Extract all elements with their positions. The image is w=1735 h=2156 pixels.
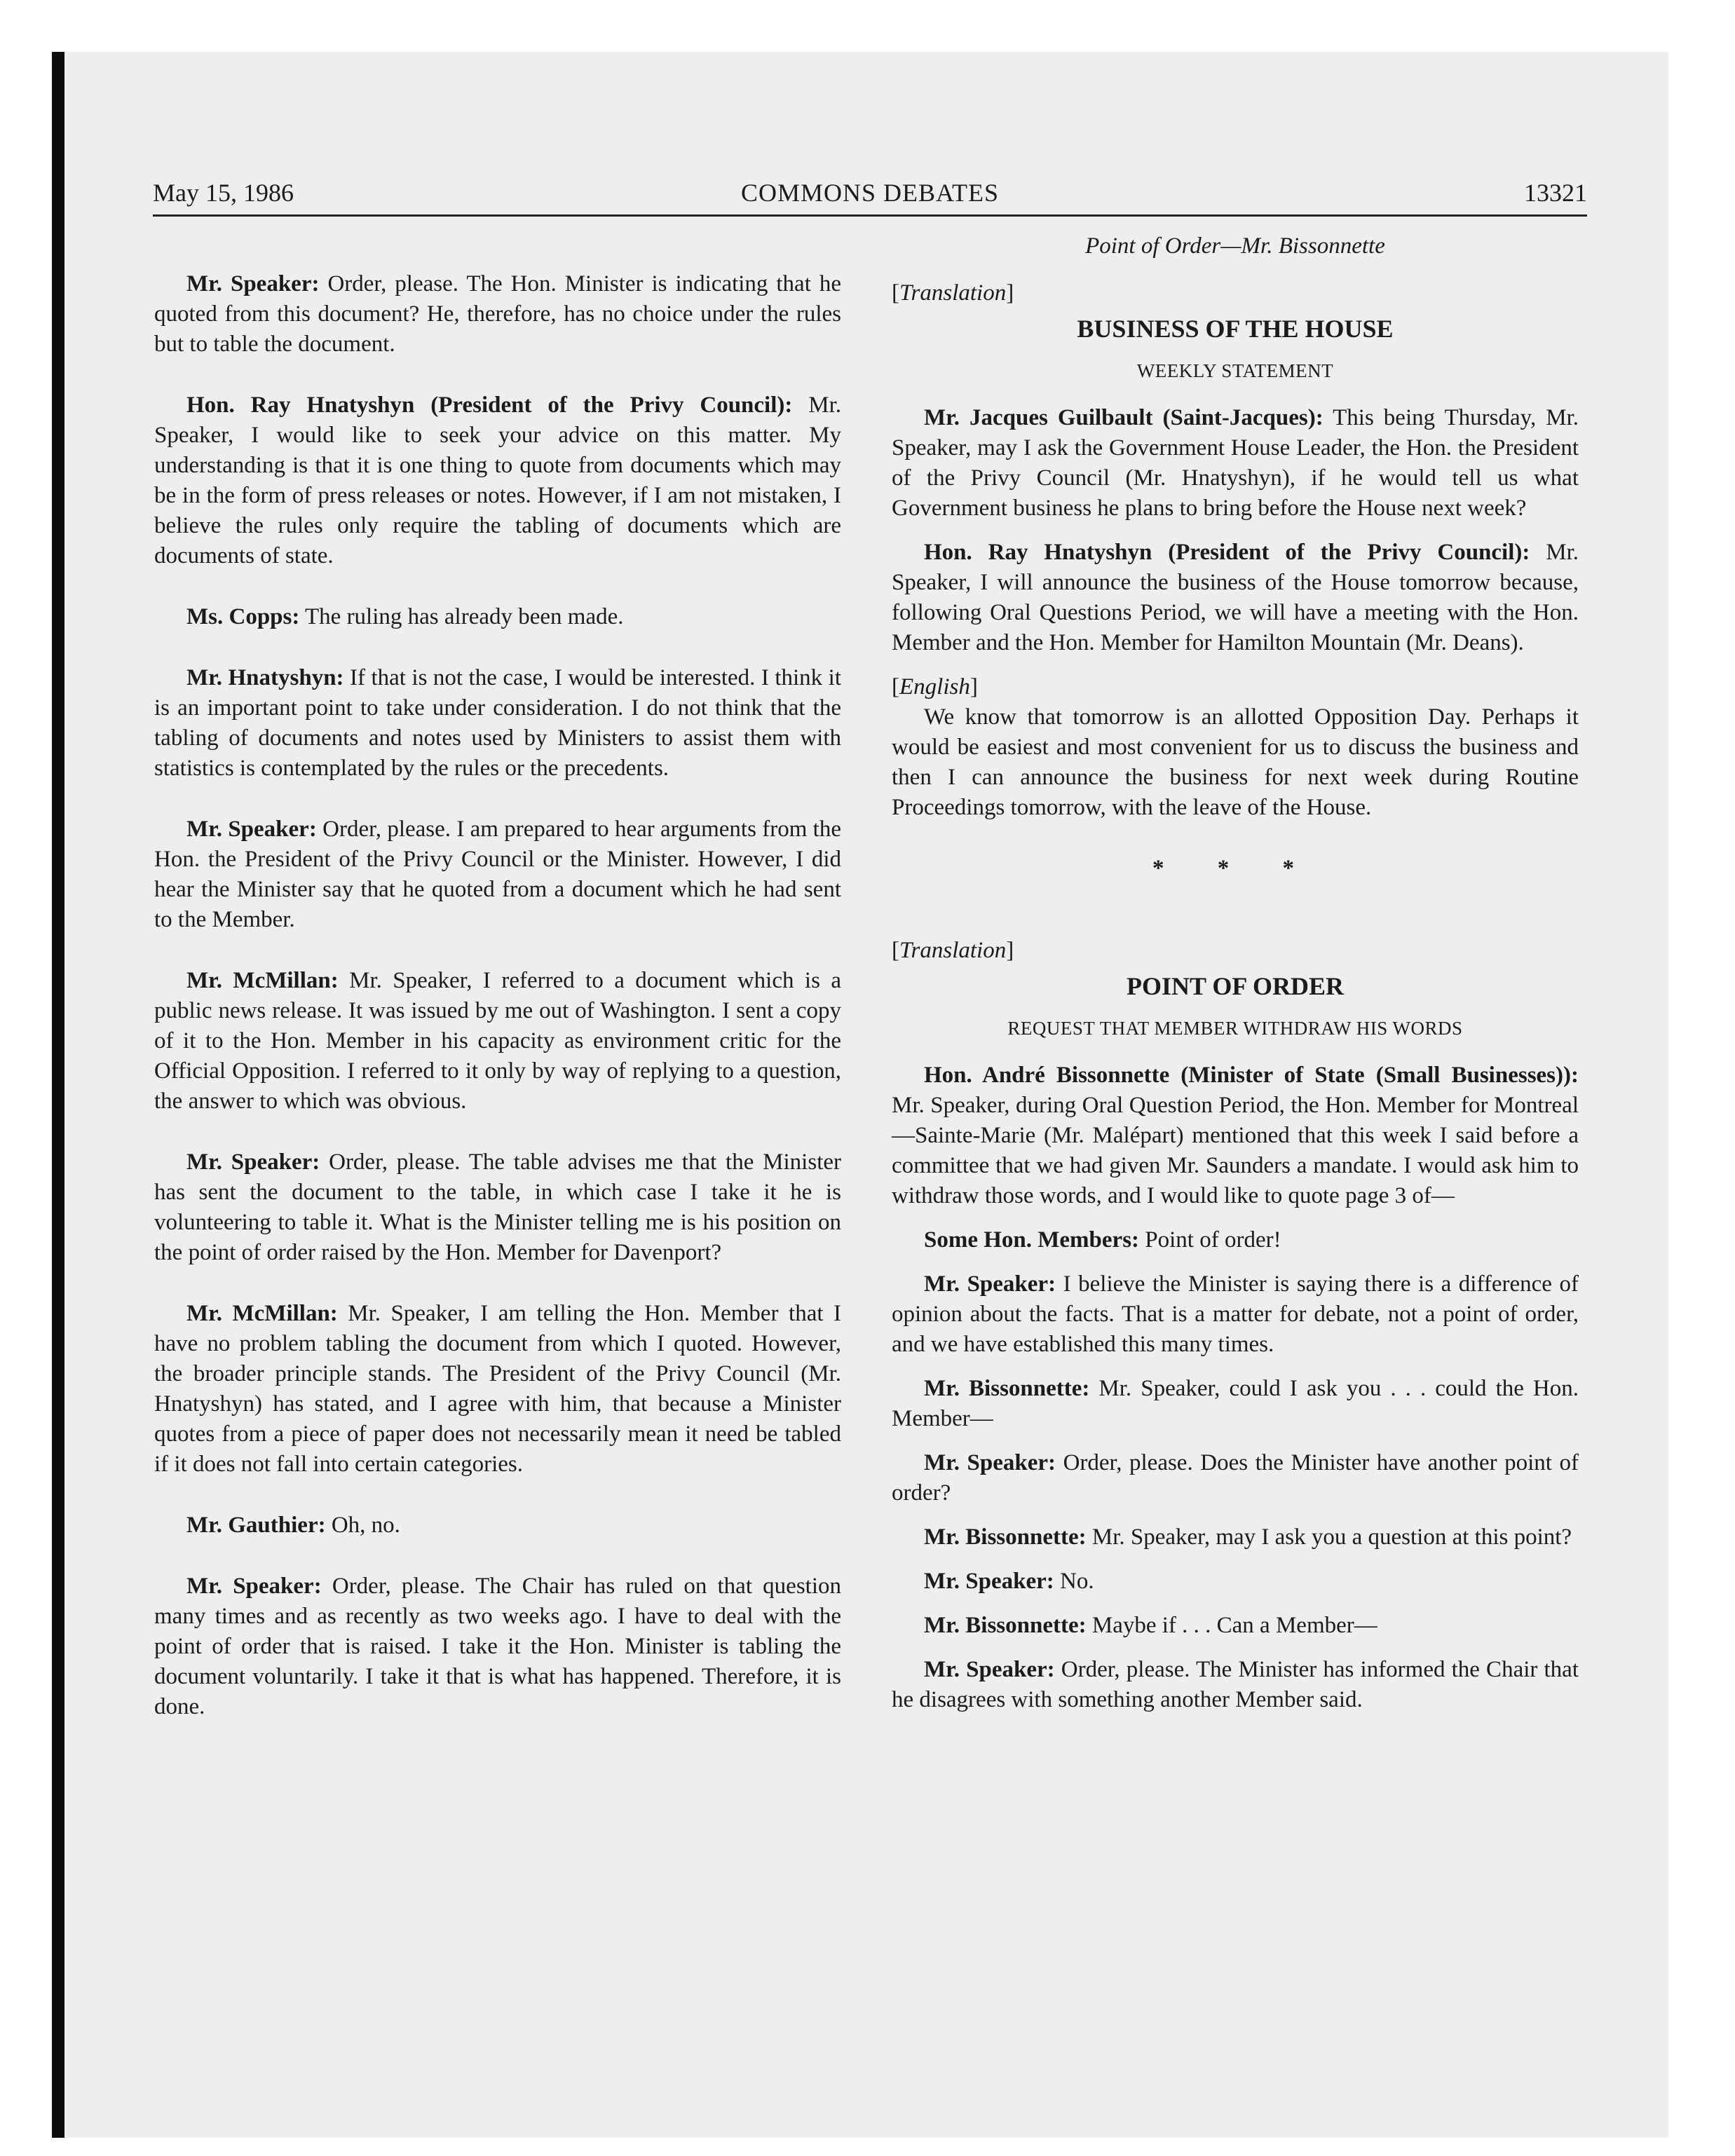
speech-paragraph: Mr. Speaker: I believe the Minister is saying there is a difference of opinion about the facts. That is a matter for debate, not a point of order, and we have established this many times. (892, 1271, 1579, 1357)
header-date: May 15, 1986 (153, 179, 294, 207)
running-head: Point of Order—Mr. Bissonnette (1085, 233, 1385, 259)
speech-paragraph: Mr. McMillan: Mr. Speaker, I am telling the Hon. Member that I have no problem tabling the document from which I quoted. However, the broader principle stands. The President of the Privy Council (Mr. Hnatyshyn) has stated, and I agree with him, that because a Minister quotes from a piece of paper does not necessarily mean it need be tabled if it does not fall into certain categories. (154, 1301, 841, 1477)
speech-paragraph: Mr. Speaker: No. (924, 1569, 1094, 1594)
speech-paragraph: Mr. Speaker: Order, please. The Minister has informed the Chair that he disagrees with something another Member said. (892, 1657, 1579, 1712)
english-label: [English] (892, 674, 978, 700)
right-column (892, 231, 1579, 1715)
speech-paragraph: Mr. Gauthier: Oh, no. (186, 1513, 400, 1538)
speech-paragraph: Mr. Bissonnette: Mr. Speaker, may I ask you a question at this point? (924, 1524, 1572, 1550)
speech-paragraph: Mr. Speaker: Order, please. The Hon. Minister is indicating that he quoted from this document? He, therefore, has no choice under the rules but to table the document. (154, 271, 841, 357)
speech-paragraph: Mr. Hnatyshyn: If that is not the case, I would be interested. I think it is an important point to take under consideration. I do not think that the tabling of documents and notes used by Ministers to assist them with statistics is contemplated by the rules or the precedents. (154, 665, 841, 781)
scan-edge (52, 52, 64, 2138)
translation-label: [Translation] (892, 938, 1014, 963)
speech-paragraph: Mr. Jacques Guilbault (Saint-Jacques): This being Thursday, Mr. Speaker, may I ask the Government House Leader, the Hon. the President of the Privy Council (Mr. Hnatyshyn), if he would tell us what Government business he plans to bring before the House next week? (892, 405, 1579, 521)
speech-paragraph: We know that tomorrow is an allotted Opposition Day. Perhaps it would be easiest and most convenient for us to discuss the business and then I can announce the business for next week during Routine Proceedings tomorrow, with the leave of the House. (892, 704, 1579, 820)
section-subheading: WEEKLY STATEMENT (1136, 360, 1334, 381)
header-page-number: 13321 (1524, 179, 1587, 207)
speech-paragraph: Mr. Speaker: Order, please. The table advises me that the Minister has sent the document to the table, in which case I take it he is volunteering to table it. What is the Minister telling me is his position on the point of order raised by the Hon. Member for Davenport? (154, 1149, 841, 1265)
speech-paragraph: Hon. Ray Hnatyshyn (President of the Privy Council): Mr. Speaker, I would like to seek your advice on this matter. My understanding is that it is one thing to quote from documents which may be in the form of press releases or notes. However, if I am not mistaken, I believe the rules only require the tabling of documents which are documents of state. (154, 393, 842, 568)
speech-paragraph: Mr. Speaker: Order, please. I am prepared to hear arguments from the Hon. the President of the Privy Council or the Minister. However, I did hear the Minister say that he quoted from a document which he had sent to the Member. (154, 817, 841, 932)
section-heading: POINT OF ORDER (1126, 972, 1345, 1000)
section-subheading: REQUEST THAT MEMBER WITHDRAW HIS WORDS (1007, 1018, 1463, 1039)
speech-paragraph: Hon. André Bissonnette (Minister of State (Small Businesses)): Mr. Speaker, during Oral Question Period, the Hon. Member for Montreal—Sainte-Marie (Mr. Malépart) mentioned that this week I said before a committee that we had given Mr. Saunders a mandate. I would ask him to withdraw those words, and I would like to quote page 3 of— (892, 1063, 1579, 1208)
page-header (153, 175, 1587, 217)
speech-paragraph: Mr. Bissonnette: Mr. Speaker, could I ask you . . . could the Hon. Member— (892, 1376, 1579, 1431)
speech-paragraph: Mr. Speaker: Order, please. Does the Minister have another point of order? (892, 1450, 1579, 1506)
translation-label: [Translation] (892, 280, 1014, 306)
section-heading: BUSINESS OF THE HOUSE (1077, 315, 1394, 343)
speech-paragraph: Some Hon. Members: Point of order! (924, 1227, 1281, 1253)
speech-paragraph: Mr. Bissonnette: Maybe if . . . Can a Member— (924, 1613, 1377, 1638)
speech-paragraph: Hon. Ray Hnatyshyn (President of the Privy Council): Mr. Speaker, I will announce the business of the House tomorrow because, following Oral Questions Period, we will have a meeting with the Hon. Member and the Hon. Member for Hamilton Mountain (Mr. Deans). (892, 540, 1579, 655)
speech-paragraph: Mr. Speaker: Order, please. The Chair has ruled on that question many times and as recently as two weeks ago. I have to deal with the point of order that is raised. I take it the Hon. Minister is tabling the document voluntarily. I take it that is what has happened. Therefore, it is done. (154, 1574, 841, 1719)
speech-paragraph: Ms. Copps: The ruling has already been made. (186, 604, 624, 629)
header-title: COMMONS DEBATES (740, 179, 1000, 207)
left-column (154, 269, 841, 1722)
speech-paragraph: Mr. McMillan: Mr. Speaker, I referred to a document which is a public news release. It was issued by me out of Washington. I sent a copy of it to the Hon. Member in his capacity as environment critic for the Official Opposition. I referred to it only by way of replying to a question, the answer to which was obvious. (154, 968, 841, 1114)
section-separator: * * * (1152, 856, 1318, 881)
